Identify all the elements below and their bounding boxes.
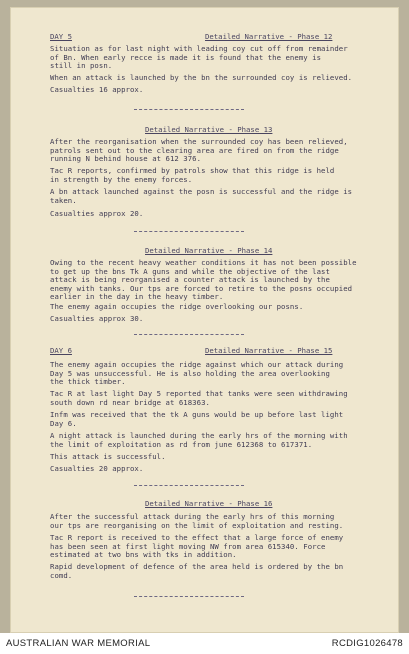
section-divider — [134, 231, 244, 232]
paragraph: The enemy again occupies the ridge against which our attack during Day 5 was unsuccessful. He is also holding the area overlooking the thick timber. — [50, 360, 344, 387]
section-divider — [134, 334, 244, 335]
phase-heading: Detailed Narrative - Phase 15 — [205, 346, 333, 355]
paragraph: Tac R reports, confirmed by patrols show that this ridge is held in strength by the enemy forces. — [50, 166, 335, 184]
casualties-line: Casualties 16 approx. — [50, 85, 144, 94]
archive-footer — [0, 633, 409, 654]
paragraph: Tac R report is received to the effect that a large force of enemy has been seen at first light moving NW from area 615340. Force estimated at two bns with tks in addition. — [50, 533, 344, 560]
section-divider — [134, 109, 244, 110]
section-divider — [134, 485, 244, 486]
paragraph: Infm was received that the tk A guns would be up before last light Day 6. — [50, 410, 344, 428]
document-page — [10, 7, 399, 633]
day-heading: DAY 6 — [50, 346, 72, 355]
paragraph: When an attack is launched by the bn the surrounded coy is relieved. — [50, 73, 353, 82]
day-heading: DAY 5 — [50, 32, 72, 41]
phase-heading: Detailed Narrative - Phase 14 — [145, 246, 273, 255]
footer-record-id: RCDIG1026478 — [331, 638, 403, 649]
phase-heading: Detailed Narrative - Phase 12 — [205, 32, 333, 41]
paragraph: This attack is successful. — [50, 452, 166, 461]
paragraph: The enemy again occupies the ridge overlooking our posns. — [50, 302, 304, 311]
paragraph: A night attack is launched during the early hrs of the morning with the limit of exploitation as rd from june 612368 to 617371. — [50, 431, 348, 449]
paragraph: Tac R at last light Day 5 reported that tanks were seen withdrawing south down rd near bridge at 618363. — [50, 389, 348, 407]
casualties-line: Casualties approx 30. — [50, 314, 144, 323]
phase-heading: Detailed Narrative - Phase 13 — [145, 125, 273, 134]
section-divider — [134, 596, 244, 597]
phase-heading: Detailed Narrative - Phase 16 — [145, 499, 273, 508]
casualties-line: Casualties approx 20. — [50, 209, 144, 218]
paragraph: After the reorganisation when the surrounded coy has been relieved, patrols sent out to the clearing area are fired on from the ridge running N behind house at 612 376. — [50, 137, 348, 164]
paragraph: Situation as for last night with leading coy cut off from remainder of Bn. When early recce is made it is found that the enemy is still in posn. — [50, 44, 348, 71]
paragraph: After the successful attack during the early hrs of this morning our tps are reorganising on the limit of exploitation and resting. — [50, 512, 344, 530]
footer-institution: AUSTRALIAN WAR MEMORIAL — [6, 638, 151, 649]
paragraph: A bn attack launched against the posn is successful and the ridge is taken. — [50, 187, 353, 205]
paragraph: Rapid development of defence of the area held is ordered by the bn comd. — [50, 562, 344, 580]
casualties-line: Casualties 20 approx. — [50, 464, 144, 473]
paragraph: Owing to the recent heavy weather conditions it has not been possible to get up the bns Tk A guns and while the objective of the last attack is being reorganised a counter attack is launched by the enemy with tanks. Our tps are forced to retire to the posns occupied earlier in the day in the heavy timber. — [50, 258, 357, 302]
